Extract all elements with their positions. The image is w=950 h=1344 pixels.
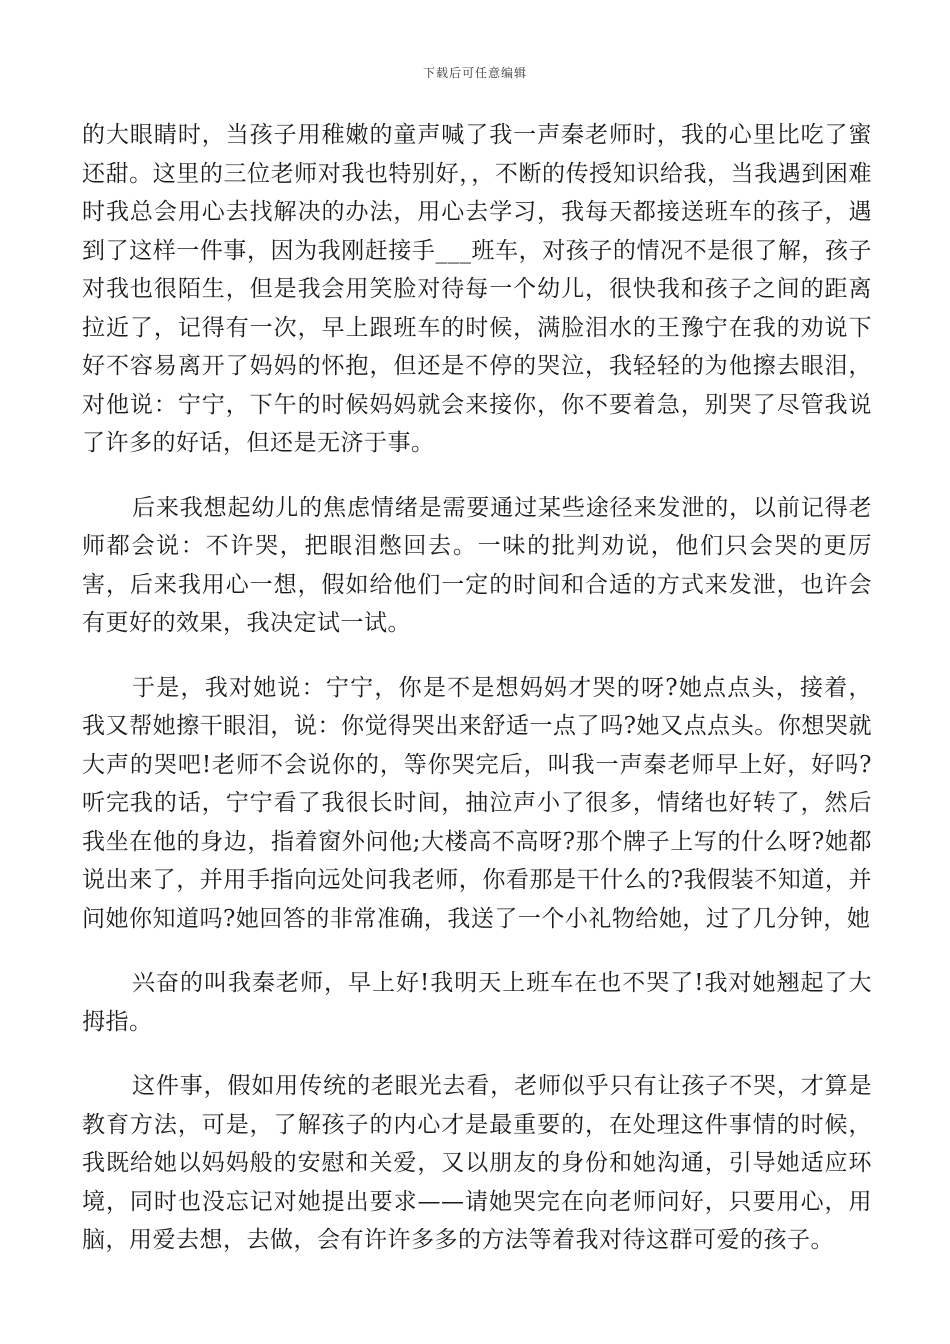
- page-header: 下载后可任意编辑: [422, 66, 527, 80]
- paragraph-4: 兴奋的叫我秦老师，早上好!我明天上班车在也不哭了!我对她翘起了大拇指。: [82, 970, 872, 1035]
- paragraph-1: 的大眼睛时，当孩子用稚嫩的童声喊了我一声秦老师时，我的心里比吃了蜜还甜。这里的三位老师对我也特别好，，不断的传授知识给我，当我遇到困难时我总会用心去找解决的办法，用心去学习，我每天都接送班车的孩子，遇到了这样一件事，因为我刚赶接手___班车，对孩子的情况不是很了解，孩子对我也很陌生，但是我会用笑脸对待每一个幼儿，很快我和孩子之间的距离拉近了，记得有一次，早上跟班车的时候，满脸泪水的王豫宁在我的劝说下好不容易离开了妈妈的怀抱，但还是不停的哭泣，我轻轻的为他擦去眼泪，对他说：宁宁，下午的时候妈妈就会来接你，你不要着急，别哭了尽管我说了许多的好话，但还是无济于事。: [82, 122, 872, 456]
- document-body: [82, 116, 872, 1260]
- paragraph-2: 后来我想起幼儿的焦虑情绪是需要通过某些途径来发泄的，以前记得老师都会说：不许哭，把眼泪憋回去。一味的批判劝说，他们只会哭的更厉害，后来我用心一想，假如给他们一定的时间和合适的方式来发泄，也许会有更好的效果，我决定试一试。: [82, 494, 872, 636]
- paragraph-5: 这件事，假如用传统的老眼光去看，老师似乎只有让孩子不哭，才算是教育方法，可是，了解孩子的内心才是最重要的，在处理这件事情的时候，我既给她以妈妈般的安慰和关爱，又以朋友的身份和她沟通，引导她适应环境，同时也没忘记对她提出要求——请她哭完在向老师问好，只要用心，用脑，用爱去想，去做，会有许许多多的方法等着我对待这群可爱的孩子。: [82, 1073, 872, 1253]
- paragraph-3: 于是，我对她说：宁宁，你是不是想妈妈才哭的呀?她点点头，接着，我又帮她擦干眼泪，说：你觉得哭出来舒适一点了吗?她又点点头。你想哭就大声的哭吧!老师不会说你的，等你哭完后，叫我一声秦老师早上好，好吗?听完我的话，宁宁看了我很长时间，抽泣声小了很多，情绪也好转了，然后我坐在他的身边，指着窗外问他;大楼高不高呀?那个牌子上写的什么呀?她都说出来了，并用手指向远处问我老师，你看那是干什么的?我假装不知道，并问她你知道吗?她回答的非常准确，我送了一个小礼物给她，过了几分钟，她: [82, 674, 872, 932]
